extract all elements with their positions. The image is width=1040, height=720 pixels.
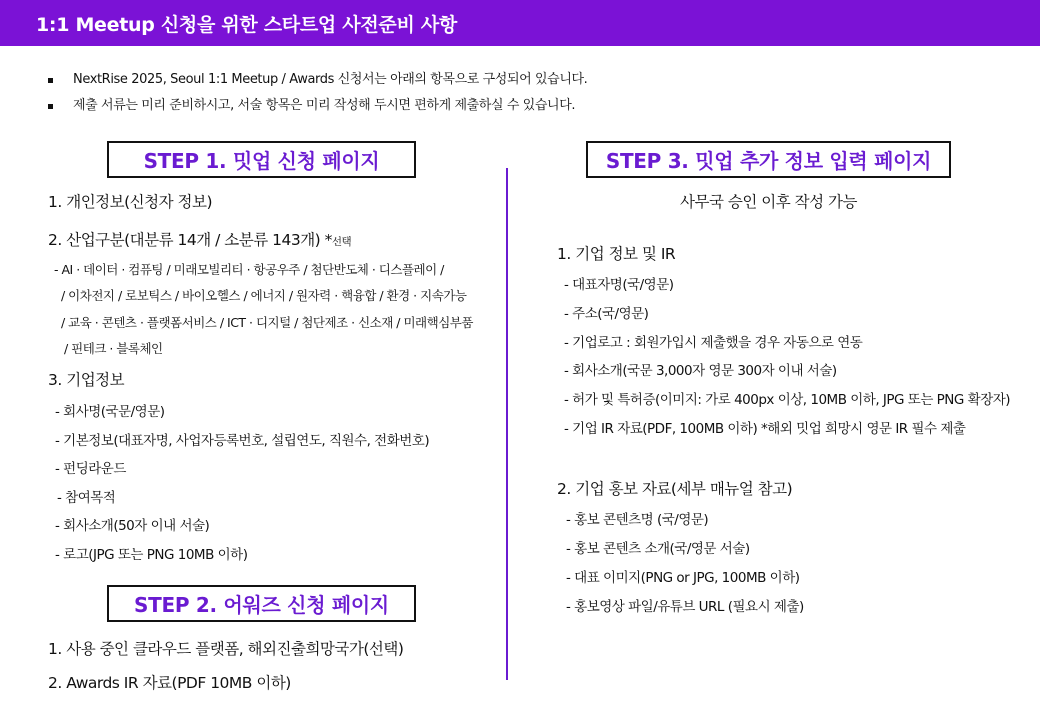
- ir-info-item: - 기업 IR 자료(PDF, 100MB 이하) *해외 밋업 희망시 영문 IR 필수 제출: [564, 421, 966, 437]
- ir-info-item: - 기업로고 : 회원가입시 제출했을 경우 자동으로 연동: [564, 335, 863, 351]
- industry-line: - AI · 데이터 · 컴퓨팅 / 미래모빌리티 · 항공우주 / 첨단반도체 · 디스플레이 /: [54, 262, 444, 277]
- ir-info-item: - 회사소개(국문 3,000자 영문 300자 이내 서술): [564, 363, 837, 379]
- promo-item: - 대표 이미지(PNG or JPG, 100MB 이하): [566, 570, 800, 586]
- company-info-item: - 기본정보(대표자명, 사업자등록번호, 설립연도, 직원수, 전화번호): [55, 433, 430, 449]
- step3-subtitle: 사무국 승인 이후 작성 가능: [680, 193, 857, 211]
- intro-bullet: [48, 67, 1008, 93]
- step1-title: STEP 1. 밋업 신청 페이지: [143, 149, 380, 173]
- industry-line: / 이차전지 / 로보틱스 / 바이오헬스 / 에너지 / 원자력 · 핵융합 / 환경 · 지속가능: [61, 288, 467, 303]
- step1-section2-heading: [48, 228, 351, 250]
- step3-title-box: [586, 141, 951, 178]
- company-info-item: - 로고(JPG 또는 PNG 10MB 이하): [55, 547, 248, 563]
- industry-line: / 교육 · 콘텐츠 · 플랫폼서비스 / ICT · 디지털 / 첨단제조 · 신소재 / 미래핵심부품: [61, 315, 473, 330]
- intro-text: NextRise 2025, Seoul 1:1 Meetup / Awards 신청서는 아래의 항목으로 구성되어 있습니다.: [73, 72, 588, 87]
- step2-item: 2. Awards IR 자료(PDF 10MB 이하): [48, 674, 291, 692]
- bullet-marker: [48, 78, 53, 83]
- step3-section2-heading: 2. 기업 홍보 자료(세부 매뉴얼 참고): [557, 480, 793, 498]
- column-divider: [506, 168, 508, 680]
- intro-bullet: [48, 93, 1008, 119]
- page-title: 1:1 Meetup 신청을 위한 스타트업 사전준비 사항: [36, 14, 457, 36]
- step2-title: STEP 2. 어워즈 신청 페이지: [134, 593, 389, 617]
- ir-info-item: - 허가 및 특허증(이미지: 가로 400px 이상, 10MB 이하, JPG 또는 PNG 확장자): [564, 392, 1011, 408]
- step2-item: 1. 사용 중인 클라우드 플랫폼, 해외진출희망국가(선택): [48, 640, 404, 658]
- intro-bullets: [48, 67, 1008, 119]
- step3-section1-heading: 1. 기업 정보 및 IR: [557, 245, 676, 263]
- step1-section3-heading: 3. 기업정보: [48, 371, 125, 389]
- optional-note: 선택: [331, 236, 352, 248]
- promo-item: - 홍보 콘텐츠 소개(국/영문 서술): [566, 541, 750, 557]
- intro-text: 제출 서류는 미리 준비하시고, 서술 항목은 미리 작성해 두시면 편하게 제출하실 수 있습니다.: [73, 98, 576, 113]
- step1-section1-heading: 1. 개인정보(신청자 정보): [48, 193, 212, 211]
- promo-item: - 홍보영상 파일/유튜브 URL (필요시 제출): [566, 599, 804, 615]
- company-info-item: - 회사명(국문/영문): [55, 404, 165, 420]
- section2-heading-text: 2. 산업구분(대분류 14개 / 소분류 143개) *: [48, 231, 332, 249]
- promo-item: - 홍보 콘텐츠명 (국/영문): [566, 512, 709, 528]
- step2-title-box: [107, 585, 416, 622]
- header-bar: [0, 0, 1040, 46]
- bullet-marker: [48, 104, 53, 109]
- step3-title: STEP 3. 밋업 추가 정보 입력 페이지: [605, 149, 932, 173]
- company-info-item: - 참여목적: [57, 490, 116, 506]
- ir-info-item: - 대표자명(국/영문): [564, 277, 674, 293]
- industry-line: / 핀테크 · 블록체인: [64, 341, 163, 356]
- ir-info-item: - 주소(국/영문): [564, 306, 649, 322]
- step1-title-box: [107, 141, 416, 178]
- company-info-item: - 회사소개(50자 이내 서술): [55, 518, 210, 534]
- company-info-item: - 펀딩라운드: [55, 461, 126, 477]
